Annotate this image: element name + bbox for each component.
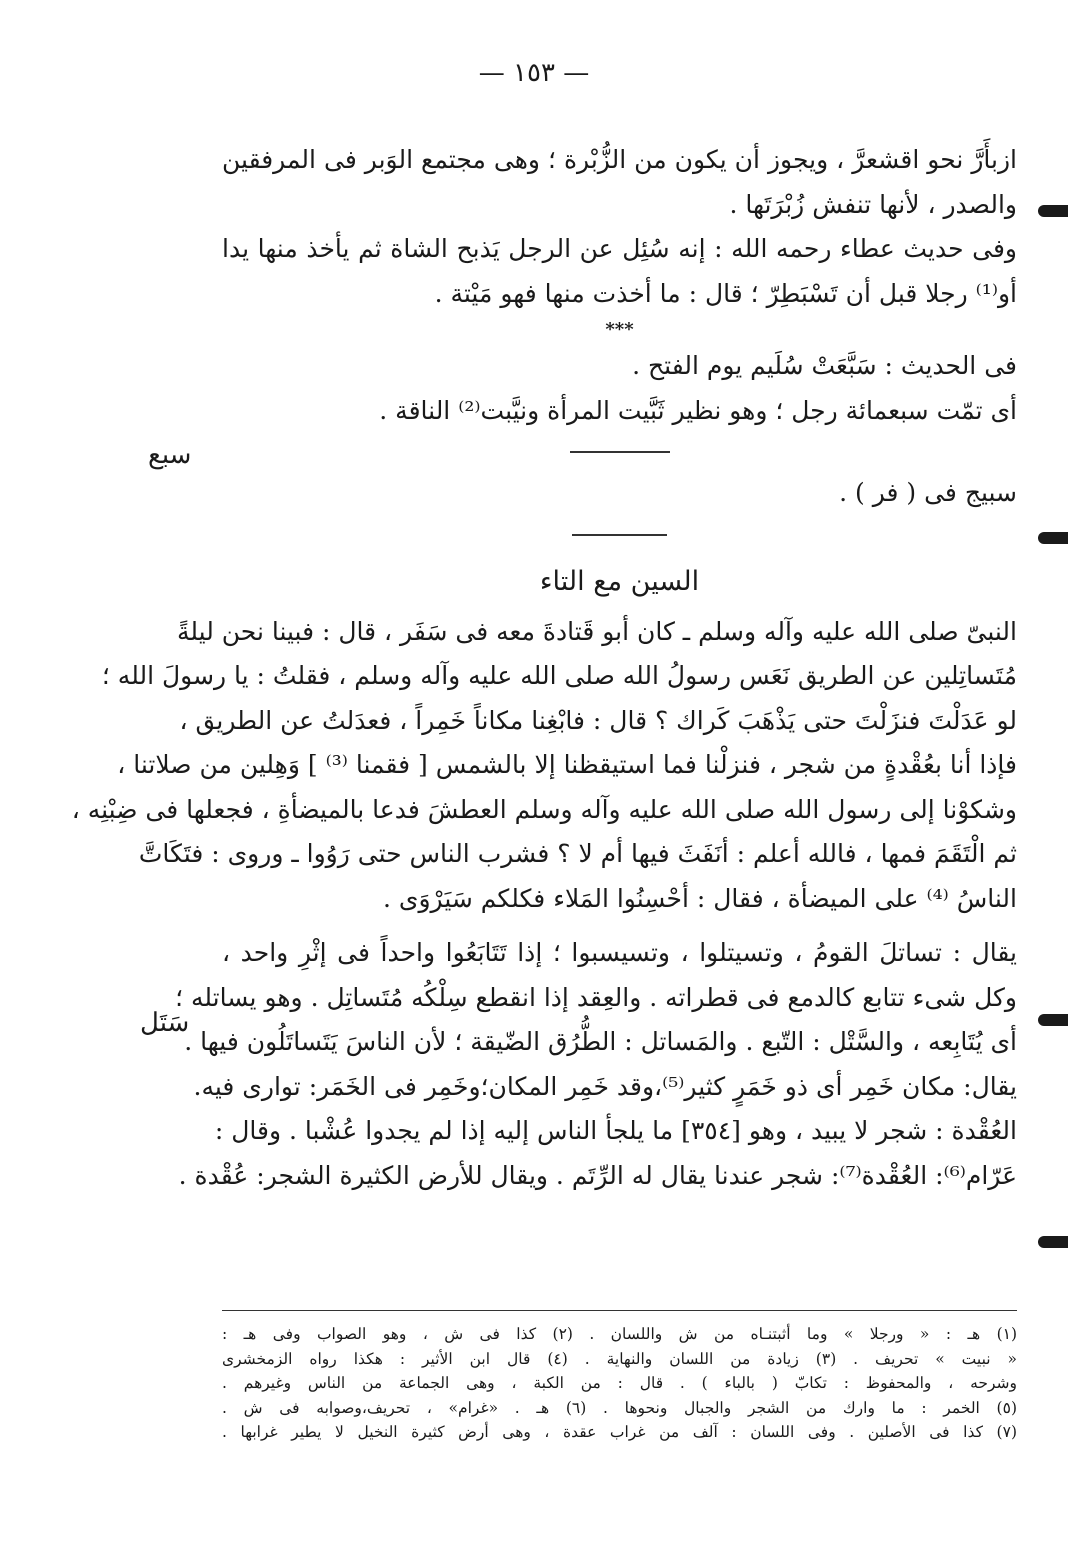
divider: [570, 451, 670, 453]
text-line: فإذا أنا بعُقْدةٍ من شجر ، فنزلْنا فما استيقظنا إلا بالشمس [ فقمنا ⁽³⁾ ] وَهِلين من صلاتنا ،: [117, 750, 1017, 779]
footnote-line: « نبيت » تحريف . (٣) زيادة من اللسان والنهاية . (٤) قال ابن الأثير : هكذا رواه الزمخشرى: [222, 1349, 1017, 1368]
margin-keyword-sabaa: سبع: [148, 440, 192, 470]
cross-reference: سبيج فى ( فر ) .: [839, 478, 1017, 507]
text-line: يقال : تساتلَ القومُ ، وتسيتلوا ، وتسيسبوا ؛ إذا تَتَابَعُوا واحداً فى إثْرِ واحد ،: [222, 938, 1017, 967]
edge-mark: [1038, 1014, 1068, 1026]
text-line: النبىّ صلى الله عليه وآله وسلم ـ كان أبو قَتادةَ معه فى سَفَر ، قال : فبينا نحن ليلةً: [176, 616, 1017, 646]
text-line: فى الحديث : سَبَّعَتْ سُلَيم يوم الفتح .: [632, 351, 1017, 380]
text-line: أو⁽¹⁾ رجلا قبل أن تَسْبَطِرّ ؛ قال : ما أخذت منها فهو مَيْتة .: [434, 278, 1017, 308]
footnote-line: وشرحه ، والمحفوظ : تكابّ ( بالباء ) . قال : من الكبة ، وهى الجماعة من الناس وغيرهم .: [222, 1374, 1017, 1392]
text-line: وشكوْنا إلى رسول الله صلى الله عليه وآله وسلم العطشَ فدعا بالميضأةِ ، فجعلها فى ضِبْنِه ،: [71, 794, 1017, 824]
text-line: يقال: مكان خَمِر أى ذو خَمَرٍ كثير⁽⁵⁾،وقد خَمِر المكان؛وخَمِر فى الخَمَر: توارى فيه.: [193, 1071, 1017, 1101]
divider: [572, 534, 667, 536]
text-line: ثم الْتَقَمَ فمها ، فالله أعلم : أنَفَثَ فيها أم لا ؟ فشرب الناس حتى رَوُوا ـ وروى : فتَكَاتَّ: [138, 839, 1017, 868]
text-line: والصدر ، لأنها تنفش زُبْرَتَها .: [729, 189, 1017, 219]
text-line: وفى حديث عطاء رحمه الله : إنه سُئِل عن الرجل يَذبح الشاة ثم يأخذ منها يدا: [222, 234, 1017, 263]
edge-mark: [1038, 1236, 1068, 1248]
text-line: أى يُتَابِعه ، والسَّتْل : التّبع . والمَساتل : الطُّرُق الضّيقة ؛ لأن الناسَ يَتَساتَلُون فيها .: [184, 1027, 1017, 1056]
main-text: [71, 138, 1017, 1198]
section-stars: ***: [605, 319, 634, 340]
text-line: لو عَدَلْتَ فنزَلْتَ حتى يَذْهَبَ كَراك ؟ قال : فابْغِنا مكاناً خَمِراً ، فعدَلتُ عن الطريق ،: [179, 705, 1017, 735]
footnote-line: (٧) كذا فى الأصلين . وفى اللسان : آلف من غراب عقدة ، وهى أرض كثيرة النخيل لا يطير غرابها .: [222, 1423, 1017, 1441]
text-line: وكل شىء تتابع كالدمع فى قطراته . والعِقد إذا انقطع سِلْكُه مُتَساتِل . وهو يساتله ؛: [175, 982, 1017, 1012]
edge-mark: [1038, 532, 1068, 544]
text-line: أى تمّت سبعمائة رجل ؛ وهو نظير ثَبَّيت المرأة ونيَّبت⁽²⁾ الناقة .: [379, 395, 1017, 425]
margin-keyword-satala: سَتَل: [140, 1008, 190, 1038]
text-line: العُقْدة : شجر لا يبيد ، وهو [٣٥٤] ما يلجأ الناس إليه إذا لم يجدوا عُشْبا . وقال :: [214, 1116, 1017, 1145]
page-number: — ١٥٣ —: [478, 58, 590, 88]
chapter-heading: السين مع التاء: [539, 565, 700, 597]
text-line: مُتَساتِلين عن الطريق نَعَس رسولُ الله صلى الله عليه وآله وسلم ، فقلتُ : يا رسولَ الله ؛: [101, 661, 1017, 690]
text-line: الناسُ ⁽⁴⁾ على الميضأة ، فقال : أحْسِنُوا المَلاء فكلكم سَيَرْوَى .: [383, 883, 1017, 913]
footnotes: [222, 1322, 1017, 1445]
footnote-rule: [222, 1310, 1017, 1311]
text-line: ازبأَرَّ نحو اقشعرَّ ، ويجوز أن يكون من الزُّبْرة ؛ وهى مجتمع الوَبر فى المرفقين: [222, 145, 1017, 174]
edge-mark: [1038, 205, 1068, 217]
footnote-line: (٥) الخمر : ما وارك من الشجر والجبال ونحوها . (٦) هـ . «غرام» ، تحريف،وصوابه فى ش .: [222, 1398, 1017, 1417]
text-line: عَرّام⁽⁶⁾: العُقْدة⁽⁷⁾: شجر عندنا يقال له الرِّتَم . ويقال للأرض الكثيرة الشجر: عُقْدة .: [178, 1160, 1017, 1190]
footnote-line: (١) هـ : « ورجلا » وما أثبتنـاه من ش واللسان . (٢) كذا فى ش ، وهو الصواب وفى هـ :: [222, 1325, 1018, 1343]
